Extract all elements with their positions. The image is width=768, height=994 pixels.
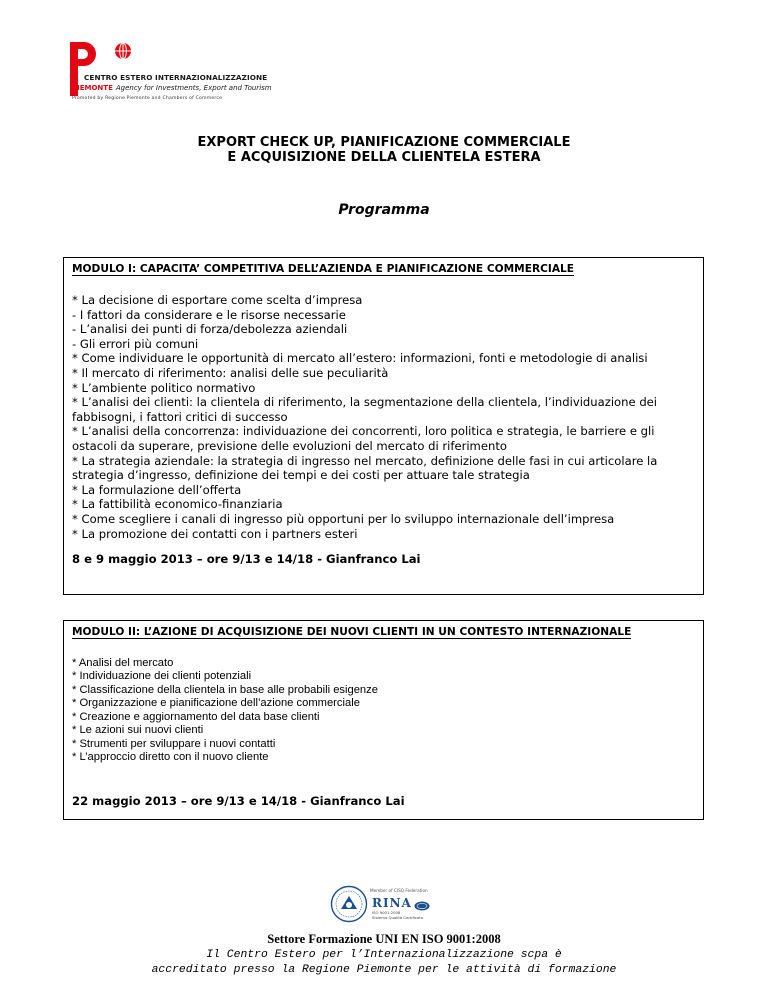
footer-line2: Il Centro Estero per l’Internazionalizzazione scpa è: [206, 949, 562, 961]
globe-icon: [114, 42, 132, 60]
document-title-line2: E ACQUISIZIONE DELLA CLIENTELA ESTERA: [227, 150, 541, 165]
list-item: * Creazione e aggiornamento del data base clienti: [72, 710, 320, 723]
list-item: * Organizzazione e pianificazione dell’azione commerciale: [72, 697, 360, 710]
list-item: - L’analisi dei punti di forza/debolezza aziendali: [72, 322, 348, 337]
list-item: * Individuazione dei clienti potenziali: [72, 670, 252, 683]
module-1-heading: MODULO I: CAPACITA’ COMPETITIVA DELL’AZIENDA E PIANIFICAZIONE COMMERCIALE: [72, 263, 575, 275]
list-item: * La fattibilità economico-finanziaria: [72, 497, 283, 512]
list-item: * Il mercato di riferimento: analisi delle sue peculiarità: [72, 365, 389, 380]
cert-sub: [372, 910, 423, 920]
list-item: - Gli errori più comuni: [72, 336, 199, 351]
list-item: * L’analisi della concorrenza: individuazione dei concorrenti, loro politica e strategia, le barriere e gli ostacoli da superare, previsione delle evoluzioni del mercato di riferimento: [72, 424, 655, 453]
module-2-items: [72, 657, 695, 765]
list-item: * Classificazione della clientela in base alle probabili esigenze: [72, 683, 378, 696]
list-item: * La decisione di esportare come scelta d’impresa: [72, 293, 363, 307]
list-item: * La strategia aziendale: la strategia di ingresso nel mercato, definizione delle fasi in cui articolare la strategia d’ingresso, definizione dei tempi e dei costi per attuare tale strategia: [72, 453, 658, 483]
list-item: * L’ambiente politico normativo: [72, 380, 256, 395]
list-item: * La promozione dei contatti con i partners esteri: [72, 526, 358, 541]
list-item: * L’analisi dei clienti: la clientela di riferimento, la segmentazione della clientela, l’individuazione dei fabbisogni, i fattori critici di successo: [72, 395, 658, 424]
cert-system: Sistema Qualità Certificato: [372, 915, 424, 920]
rina-wordmark: RINA: [372, 896, 412, 910]
logo-line1: CENTRO ESTERO INTERNAZIONALIZZAZIONE: [84, 73, 268, 82]
module-1-box: [63, 257, 704, 595]
module-2-box: [63, 620, 704, 820]
cert-member-label: Member of CISQ Federation: [370, 888, 428, 893]
module-1-items: [72, 293, 695, 541]
list-item: * Strumenti per sviluppare i nuovi contatti: [72, 737, 276, 750]
logo-line2: [72, 84, 272, 92]
module-2-heading: MODULO II: L’AZIONE DI ACQUISIZIONE DEI NUOVI CLIENTI IN UN CONTESTO INTERNAZIONALE: [72, 626, 632, 638]
logo-agency: Agency for Investments, Export and Tourism: [115, 84, 272, 92]
document-subtitle: Programma: [338, 202, 430, 218]
module-2-dates: 22 maggio 2013 – ore 9/13 e 14/18 - Gianfranco Lai: [72, 794, 405, 808]
ceip-logo: [68, 40, 272, 106]
document-title-line1: EXPORT CHECK UP, PIANIFICAZIONE COMMERCIALE: [197, 135, 571, 150]
list-item: * Le azioni sui nuovi clienti: [72, 724, 204, 737]
footer-line1: Settore Formazione UNI EN ISO 9001:2008: [267, 932, 501, 946]
list-item: * Come individuare le opportunità di mercato all’estero: informazioni, fonti e metodologie di analisi: [72, 351, 648, 366]
logo-promoted: Promoted by Regione Piemonte and Chambers of Commerce: [72, 96, 223, 101]
list-item: * L’approccio diretto con il nuovo cliente: [72, 751, 269, 764]
seal-icon: [330, 885, 368, 923]
list-item: * Come scegliere i canali di ingresso più opportuni per lo sviluppo internazionale dell’impresa: [72, 511, 615, 526]
footer-line3: accreditato presso la Regione Piemonte per le attività di formazione: [151, 964, 617, 976]
module-1-dates: 8 e 9 maggio 2013 – ore 9/13 e 14/18 - Gianfranco Lai: [72, 552, 421, 566]
list-item: * Analisi del mercato: [72, 657, 174, 669]
cert-iso: ISO 9001:2008: [372, 910, 401, 915]
list-item: * La formulazione dell’offerta: [72, 482, 242, 497]
iqnet-badge-icon: [414, 901, 430, 911]
logo-piemonte: PIEMONTE: [72, 84, 113, 92]
rina-certification-mark: [330, 885, 434, 925]
list-item: - I fattori da considerare e le risorse necessarie: [72, 307, 346, 322]
